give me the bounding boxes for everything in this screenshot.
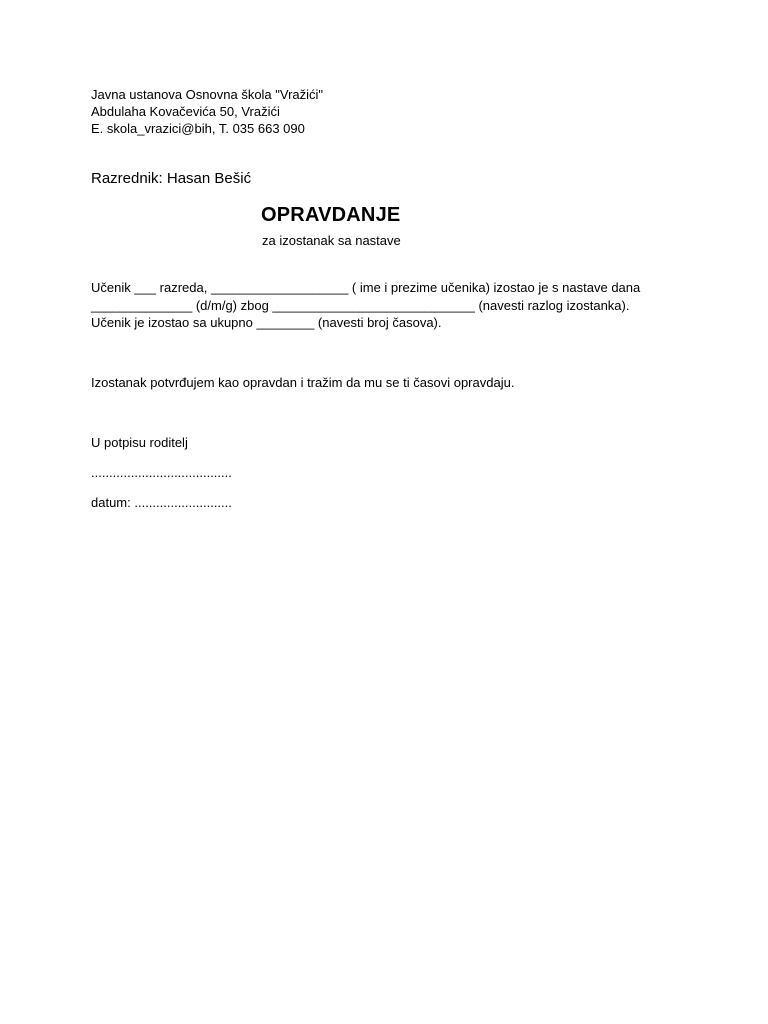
class-teacher: Razrednik: Hasan Bešić (91, 170, 252, 187)
institution-contact: E. skola_vrazici@bih, T. 035 663 090 (91, 121, 305, 136)
document-title: OPRAVDANJE (261, 204, 401, 226)
institution-name: Javna ustanova Osnovna škola "Vražići" (91, 87, 324, 102)
institution-address: Abdulaha Kovačevića 50, Vražići (91, 104, 280, 119)
absence-line-2: ______________ (d/m/g) zbog ____________________________ (navesti razlog izostanka). (91, 297, 630, 313)
document-subtitle: za izostanak sa nastave (262, 233, 401, 248)
parent-confirmation: Izostanak potvrđujem kao opravdan i tražim da mu se ti časovi opravdaju. (91, 375, 515, 390)
signature-line: ....................................... (91, 465, 232, 480)
absence-line-1: Učenik ___ razreda, ___________________ ( ime i prezime učenika) izostao je s nastave dana (91, 280, 641, 295)
absence-details (91, 279, 691, 332)
absence-line-3: Učenik je izostao sa ukupno ________ (navesti broj časova). (91, 315, 442, 330)
signature-label: U potpisu roditelj (91, 435, 188, 450)
date-line: datum: ........................... (91, 495, 232, 510)
school-header (91, 86, 323, 137)
